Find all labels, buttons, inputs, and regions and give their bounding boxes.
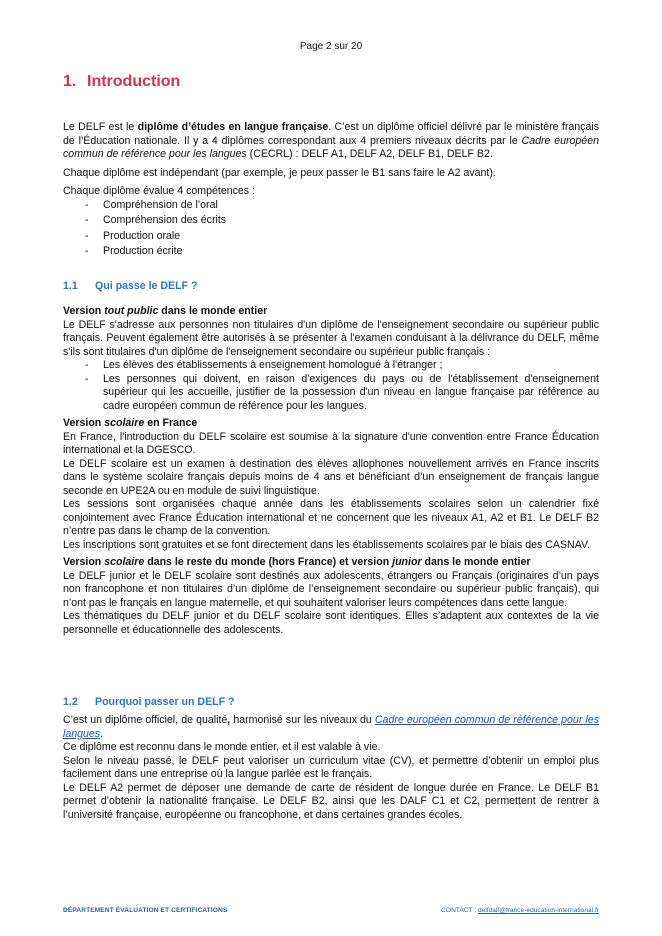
section-1-title: Introduction	[87, 73, 181, 90]
intro-paragraph	[63, 121, 599, 162]
scolaire-paragraph-3: Les sessions sont organisées chaque année dans les établissements scolaires selon un calendrier fixé conjointement avec France Éducation international et ne concernent que les niveaux A1, A2 et B1. Le DELF B2 n’entre pas dans le champ de la convention.	[63, 498, 599, 537]
heading-part: scolaire	[104, 417, 145, 429]
heading-part: scolaire	[104, 556, 145, 568]
footer-department: DÉPARTEMENT ÉVALUATION ET CERTIFICATIONS	[63, 907, 228, 914]
heading-part: Version	[63, 305, 105, 317]
why-paragraph-3: Selon le niveau passé, le DELF peut valoriser un curriculum vitae (CV), et permettre d’obtenir un emploi plus facilement dans une entreprise où la langue parlée est le français.	[63, 754, 599, 780]
section-1-body	[63, 121, 599, 259]
section-1-1-title: Qui passe le DELF ?	[95, 280, 198, 292]
scolaire-paragraph-1: En France, l'introduction du DELF scolaire est soumise à la signature d'une convention entre France Éducation international et la DGESCO.	[63, 430, 599, 456]
junior-paragraph-1: Le DELF junior et le DELF scolaire sont destinés aux adolescents, étrangers ou Français (originaires d’un pays non francophone et non titulaires d’un diplôme de l’enseignement secondaire ou supérieur public français), qui n’ont pas le français en langue maternelle, et qui souhaitent valoriser leurs compétences dans cette langue.	[63, 569, 599, 609]
section-1-1-heading	[63, 280, 197, 292]
heading-part: dans le reste du monde (hors France) et version	[144, 556, 393, 568]
scolaire-paragraph-2: Le DELF scolaire est un examen à destination des élèves allophones nouvellement arrivés en France inscrits dans le système scolaire français depuis moins de 4 ans et bénéficiant d’un enseignement de français langue seconde en UPE2A ou en module de suivi linguistique.	[63, 457, 599, 497]
text-part: C’est un diplôme officiel, de qualité	[63, 714, 228, 726]
heading-part: Version	[63, 417, 105, 429]
intro-text-3: (CECRL) : DELF A1, DELF A2, DELF B1, DELF B2.	[246, 148, 493, 160]
intro-italic: Cadre européen commun de référence pour les langues	[63, 134, 599, 160]
version-tout-public-heading	[63, 305, 599, 319]
cecrl-link[interactable]: Cadre européen commun de référence pour les langues	[63, 714, 599, 740]
heading-part: dans le monde entier	[421, 556, 531, 568]
why-paragraph-4: Le DELF A2 permet de déposer une demande de carte de résident de longue durée en France. Le DELF B1 permet d’obtenir la nationalité française. Le DELF B2, ainsi que les DALF C1 et C2, permettent de rentrer à l’université française, européenne ou francophone, et dans certaines grandes écoles.	[63, 781, 599, 821]
contact-label: CONTACT :	[441, 907, 478, 914]
text-part: ,	[227, 714, 231, 726]
contact-email-link[interactable]: delfdalf@france-education-international.fr	[477, 907, 599, 914]
section-1-2-title: Pourquoi passer un DELF ?	[95, 696, 235, 708]
heading-part: junior	[392, 556, 422, 568]
list-item: - Production écrite	[63, 245, 599, 259]
intro-text-2: . C’est un diplôme officiel délivré par le ministère français de l’Éducation nationale. Il y a 4 diplômes correspondant aux 4 premiers niveaux décrits par le	[63, 121, 599, 147]
competences-intro: Chaque diplôme évalue 4 compétences :	[63, 185, 255, 197]
intro-bold: diplôme d’études en langue française	[137, 121, 329, 133]
list-item: - Production orale	[63, 230, 599, 244]
version-tout-public-text: Le DELF s'adresse aux personnes non titulaires d'un diplôme de l'enseignement secondaire ou supérieur public français. Peuvent également être autorisés à se présenter à l'examen conduisant à la délivrance du DELF, même s'ils sont titulaires d'un diplôme de l'enseignement secondaire ou supérieur public français :	[63, 318, 599, 358]
page-number: Page 2 sur 20	[299, 41, 363, 52]
footer-contact	[441, 907, 599, 914]
version-junior-heading	[63, 556, 599, 570]
list-item: - Les personnes qui doivent, en raison d'exigences du pays ou de l'établissement d'enseignement supérieur qui les accueille, justifier de la possession d'un niveau en langue française par référence au cadre européen commun de référence pour les langues.	[63, 373, 599, 414]
scolaire-paragraph-4: Les inscriptions sont gratuites et se font directement dans les établissements scolaires par le biais des CASNAV.	[63, 538, 591, 551]
version-scolaire-france-heading	[63, 417, 599, 431]
section-1-heading	[63, 73, 180, 91]
section-1-2-body	[63, 714, 599, 822]
intro-text-1: Le DELF est le	[63, 121, 138, 133]
section-1-2-heading	[63, 696, 235, 708]
why-paragraph-2: Ce diplôme est reconnu dans le monde entier, et il est valable à vie.	[63, 741, 381, 753]
section-1-number: 1.	[63, 73, 77, 90]
section-1-1-number: 1.1	[63, 280, 78, 292]
heading-part: en France	[144, 417, 198, 429]
why-paragraph-1	[63, 714, 599, 741]
section-1-1-body	[63, 305, 599, 637]
text-part: harmonisé sur les niveaux du	[230, 714, 375, 726]
heading-part: tout public	[104, 305, 159, 317]
text-part: .	[100, 727, 104, 740]
junior-paragraph-2: Les thématiques du DELF junior et du DELF scolaire sont identiques. Elles s’adaptent aux contextes de la vie personnelle et éducationnelle des adolescents.	[63, 610, 599, 636]
eligibility-list	[63, 359, 599, 413]
independent-paragraph: Chaque diplôme est indépendant (par exemple, je peux passer le B1 sans faire le A2 avant).	[63, 166, 496, 179]
section-1-2-number: 1.2	[63, 696, 78, 708]
heading-part: dans le monde entier	[158, 305, 268, 317]
competences-list	[63, 199, 599, 259]
list-item: - Les élèves des établissements à enseignement homologué à l'étranger ;	[63, 359, 599, 373]
list-item: - Compréhension de l’oral	[63, 199, 599, 213]
list-item: - Compréhension des écrits	[63, 214, 599, 228]
heading-part: Version	[63, 556, 105, 568]
